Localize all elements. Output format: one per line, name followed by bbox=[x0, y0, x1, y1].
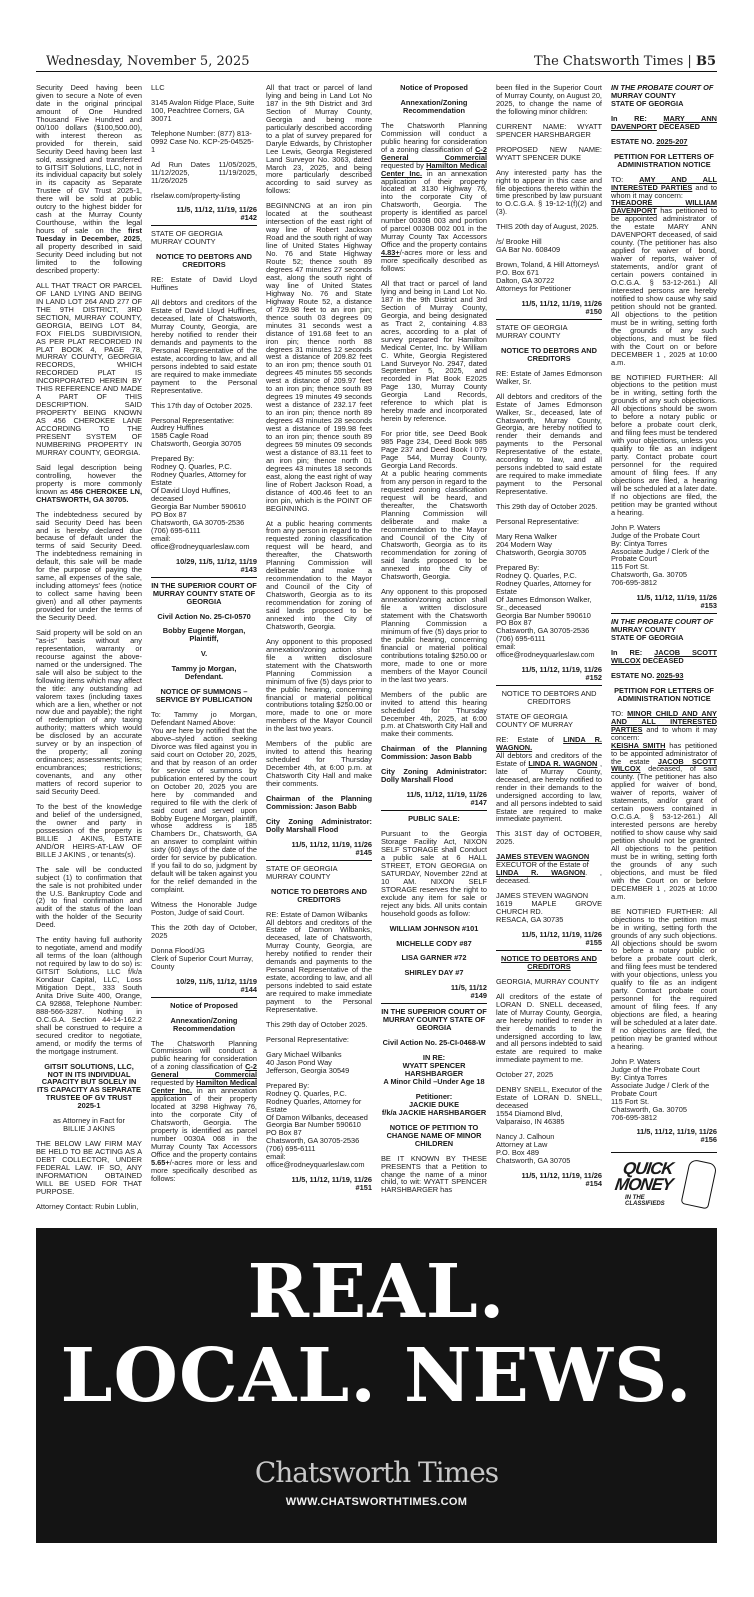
notice-run-dates: 11/5, 11/12 #149 bbox=[450, 983, 487, 1001]
notice-paragraph bbox=[611, 176, 717, 367]
notice-paragraph: All debtors and creditors of the Estate of David Lloyd Huffines, deceased, late of Chatsworth, Murray County, Georgia, are hereby notified to render their demands and payments to the Personal Representative of the estate, according to law, and all persons indebted to said estate are required to make immediate payment to the Personal Representative. bbox=[151, 298, 257, 395]
notice-paragraph: STATE OF GEORGIA MURRAY COUNTY bbox=[151, 229, 223, 247]
notice-run-dates: 10/29, 11/5, 11/12, 11/19 #143 bbox=[176, 556, 257, 574]
column-2 bbox=[151, 84, 257, 1214]
notice-paragraph: 3145 Avalon Ridge Place, Suite 100, Peachtree Corners, GA 30071 bbox=[151, 97, 255, 123]
notice-heading: NOTICE TO DEBTORS AND CREDITORS bbox=[501, 345, 597, 363]
paper-name: The Chatsworth Times | bbox=[534, 54, 692, 69]
notice-paragraph: All that tract or parcel of land lying and being in Land Lot No. 187 in the 9th District and 3rd Section of Murray County, Georgia, and being designated as Tract 2, containing 4.83 acres, according to a plat of survey prepared for Hamilton Medical Center, Inc. by William C. White, Georgia Registered Land Surveyor No. 2947, dated September 5, 2025, and recorded in Plat Book E2025 Page 130, Murray County Georgia Land Records, reference to which plat is hereby made and incorporated herein by reference. bbox=[381, 278, 487, 424]
column-1 bbox=[36, 84, 142, 1214]
notice-paragraph bbox=[611, 649, 717, 665]
notice-paragraph bbox=[151, 1040, 257, 1183]
notice-run-dates: 11/5, 11/12, 11/19, 11/26 #150 bbox=[521, 299, 602, 316]
notice-paragraph: Chairman of the Planning Commission: Jason Babb bbox=[266, 794, 372, 811]
text-run: first Tuesday in December, 2025 bbox=[36, 226, 142, 244]
notice-run-dates: 11/5, 11/12, 11/19, 11/26 #142 bbox=[176, 205, 257, 223]
text-run: 4.83+ bbox=[381, 248, 400, 258]
notice-paragraph: Personal Representative: bbox=[266, 1034, 349, 1044]
notice-paragraph: BE NOTIFIED FURTHER: All objections to the petition must be in writing, setting forth the grounds of any such objections. All objections should be sworn to before a notary public or before a probate court clerk, and filing fees must be tendered with your objections, unless you qualify to file as an indigent party. Contact probate court personnel for the required amount of filing fees. If any objections are filed, a hearing will be scheduled at a later date. If no objections are filed, the petition may be granted without a hearing. bbox=[611, 372, 717, 517]
text-run: TO: bbox=[611, 174, 640, 184]
notice-paragraph: RE: Estate of Damon Wilbanks All debtors and creditors of the Estate of Damon Wilbanks, deceased, late of Chatsworth, Murray County, Georgia, are hereby notified to render their demands and payments to the Personal Representative of the estate, according to law, and all persons indebted to said estate are required to make immediate payment to the Personal Representative. bbox=[266, 909, 372, 1014]
column-6 bbox=[611, 84, 717, 1214]
notice-heading: NOTICE TO DEBTORS AND CREDITORS bbox=[501, 953, 597, 971]
notice-run-dates: 11/5, 11/12, 11/19, 11/26 #152 bbox=[521, 665, 602, 683]
notice-heading: Civil Action No. 25-CI-0570 bbox=[157, 611, 251, 621]
notice-heading: Tammy jo Morgan, Defendant. bbox=[171, 664, 237, 682]
notice-paragraph: This 29th day of October 2025. bbox=[496, 502, 598, 512]
notice-run-dates: 11/5, 11/12, 11/19, 11/26 #156 bbox=[636, 1127, 717, 1145]
ad-url: WWW.CHATSWORTHTIMES.COM bbox=[285, 1496, 468, 1508]
notice-paragraph: CURRENT NAME: WYATT SPENCER HARSHBARGER bbox=[496, 121, 602, 139]
ad-headline-1: REAL. bbox=[247, 1249, 506, 1335]
notice-paragraph: THE BELOW LAW FIRM MAY BE HELD TO BE ACTING AS A DEBT COLLECTOR, UNDER FEDERAL LAW. IF SO, ANY INFORMATION OBTAINED WILL BE USED FOR THAT PURPOSE. bbox=[36, 1139, 142, 1196]
notice-paragraph: Personal Representative: bbox=[496, 516, 579, 526]
page-number: B5 bbox=[695, 54, 716, 69]
notice-paragraph: Telephone Number: (877) 813-0992 Case No. KCP-25-04525-1 bbox=[151, 128, 254, 154]
notice-paragraph: The entity having full authority to negotiate, amend and modify all terms of the loan (although not required by law to do so) is: GITSIT Solutions, LLC f/k/a Kondaur Capital, LLC, Loss Mitigation Dept., 333 South Anita Drive Suite 400, Orange, CA 92868, Telephone Number: 888-566-3287. Nothing in O.C.G.A. Section 44-14-162.2 shall be construed to require a secured creditor to negotiate, amend, or modify the terms of the mortgage instrument. bbox=[36, 935, 142, 1056]
notice-paragraph bbox=[611, 138, 717, 146]
notice-paragraph: Pursuant to the Georgia Storage Facility Act, NIXON SELF STORAGE shall Conduct a public sale at 6 HALL STREET, ETON GEORGIA on SATURDAY, November 22nd at 10 AM. NIXON SELF STORAGE reserves the right to exclude any item for sale or reject any bids. All units contain household goods as follow: bbox=[381, 829, 487, 918]
notice-heading: Annexation/Zoning Recommendation bbox=[400, 97, 468, 115]
notice-run-dates: 11/5, 11/12, 11/19, 11/26 #155 bbox=[521, 929, 602, 947]
notice-heading: NOTICE OF PETITION TO CHANGE NAME OF MINOR CHILDREN bbox=[386, 1122, 482, 1148]
notice-paragraph bbox=[611, 84, 717, 108]
text-run: JACOB SCOTT WILCOX bbox=[611, 756, 717, 774]
notice-paragraph: Any interested party has the right to appear in this case and file objections thereto within the time prescribed by law pursuant to O.C.G.A. § 19-12-1(f)(2) and (3). bbox=[496, 167, 602, 217]
notice-heading: WILLIAM JOHNSON #101 bbox=[389, 923, 479, 933]
notice-paragraph: RE: Estate of James Edmonson Walker, Sr. bbox=[496, 368, 602, 386]
notice-heading: PETITION FOR LETTERS OF ADMINISTRATION NOTICE bbox=[614, 151, 714, 169]
text-run: , all property described in said Security Deed including but not limited to the following described property: bbox=[36, 234, 142, 275]
notice-run-dates: 11/5, 11/12, 11/19, 11/26 #153 bbox=[636, 593, 717, 611]
text-run: 5.65+ bbox=[151, 1157, 170, 1167]
text-run: DECEASED bbox=[640, 656, 684, 665]
notice-heading: IN THE SUPERIOR COURT OF MURRAY COUNTY STATE OF GEORGIA bbox=[381, 1007, 487, 1033]
ad-headline-2: LOCAL. NEWS. bbox=[60, 1333, 693, 1419]
text-run: C-2 General Commercial bbox=[151, 1062, 257, 1080]
text-run: In RE: bbox=[611, 113, 664, 123]
notice-paragraph: For prior title, see Deed Book 985 Page 234, Deed Book 985 Page 237 and Deed Book I 079 Page 544, Murray County, Georgia Land Records. At a public hearing comments from any person in regard to the requested zoning classification request will be heard, and thereafter, the Chatsworth Planning Commission will deliberate and make a recommendation to the Mayor and Council of the City of Chatsworth, Georgia as to its recommendation for zoning of said lands proposed to be annexed into the City of Chatsworth, Georgia. bbox=[381, 429, 487, 582]
notice-paragraph: All debtors and creditors of the Estate of James Edmonson Walker, Sr., deceased, late of Chatsworth, Murray County, Georgia, are hereby notified to render their demands and payments to the Personal Representative of the estate, according to law, and all persons indebted to said estate are required to make immediate payment to the Personal Representative. bbox=[496, 391, 602, 497]
notice-paragraph: Prepared By: Rodney Q. Quarles, P.C. Rodney Quarles, Attorney for Estate Of James Edmonson Walker, Sr., deceased Georgia Bar Number 590610 PO Box 87 Chatsworth, GA 30705-2536 (706) 695-6111 email: office@rodneyquarleslaw.com bbox=[496, 562, 595, 660]
quick-money-line3: IN THE CLASSIFIEDS bbox=[625, 1195, 665, 1207]
notice-heading: LISA GARNER #72 bbox=[401, 953, 467, 963]
text-run: deceased, of said county. (The petitioner has also applied for waiver of bond, waiver of reports, waiver of statements, and/or grant of certain powers contained in O.C.G.A. § 53-12-261.) All interested persons are hereby notified to show cause why said petition should not be granted. All objections to the petition must be in writing, setting forth the grounds of any such objections, and must be filed with the Court on or before DECEMBER 1 , 2025 at 10:00 a.m. bbox=[611, 764, 717, 901]
notice-heading: as Attorney in Fact for BILLIE J AKINS bbox=[53, 1116, 125, 1134]
header-divider bbox=[36, 71, 717, 72]
notice-paragraph: This the 20th day of October, 2025 bbox=[151, 922, 257, 940]
paper-name-page bbox=[534, 54, 716, 69]
running-dollar-icon bbox=[681, 1159, 717, 1210]
text-run: RE: Estate of bbox=[496, 734, 564, 744]
notice-heading: Civil Action No. 25-CI-0468-W bbox=[382, 1038, 486, 1048]
notice-heading: IN THE SUPERIOR COURT OF MURRAY COUNTY STATE OF GEORGIA bbox=[151, 580, 257, 606]
notice-heading: V. bbox=[200, 649, 208, 659]
notice-paragraph: Brown, Toland, & Hill Attorneys\ P.O. Box 671 Dalton, GA 30722 Attorneys for Petitioner bbox=[496, 260, 599, 294]
notice-run-dates: 11/5, 11/12, 11/19, 11/26 #151 bbox=[291, 1175, 372, 1193]
notice-paragraph: Ad Run Dates 11/05/2025, 11/12/2025, 11/19/2025, 11/26/2025 bbox=[151, 159, 257, 185]
text-run: has petitioned to be appointed administrator of the estate MARY ANN DAVENPORT deceased, of said county. (The petitioner has also applied for waiver of bond, waiver of reports, waiver of statements, and/or grant of certain powers contained in O.C.G.A. § 53-12-261.) All interested persons are hereby notified to show cause why said petition should not be granted. All objections to the petition must be in writing, setting forth the grounds of any such objections, and must be filed with the Court on or before DECEMBER 1 , 2025 at 10:00 a.m. bbox=[611, 206, 717, 367]
text-run: IN THE PROBATE COURT OF bbox=[611, 617, 714, 627]
notice-divider bbox=[496, 950, 602, 951]
notice-heading: NOTICE TO DEBTORS AND CREDITORS bbox=[501, 689, 597, 707]
notice-heading: NOTICE TO DEBTORS AND CREDITORS bbox=[156, 252, 252, 270]
notice-paragraph: Members of the public are invited to attend this hearing scheduled for Thursday December 4th, 2025, at 6:00 p.m. at Chatsworth City Hall and make their comments. bbox=[381, 689, 487, 739]
notice-heading: SHIRLEY DAY #7 bbox=[404, 968, 464, 978]
notice-divider bbox=[151, 225, 257, 226]
notice-paragraph: To: Tammy jo Morgan, Defendant Named Above: You are here by notified that the above–styled action seeking Divorce was filed against you in said court on October 20, 2025, and that by reason of an order for service of summons by publication entered by the court on October 20, 2025 you are here by commanded and required to file with the clerk of said court and served upon Bobby Eugene Morgan, plaintiff, whose address is 185 Chambers Dr., Chatsworth, GA an answer to complaint within sixty (60) days of the date of the order for service by publication. If you fail to do so, judgment by default will be taken against you for the relief demanded in the complaint. bbox=[151, 710, 257, 895]
notice-paragraph: STATE OF GEORGIA COUNTY OF MURRAY bbox=[496, 712, 573, 729]
notice-heading: NOTICE OF SUMMONS – SERVICE BY PUBLICATION bbox=[155, 687, 253, 705]
notice-divider bbox=[381, 1003, 487, 1004]
notice-heading: Notice of Proposed bbox=[400, 84, 468, 92]
text-run: KEISHA SMITH bbox=[611, 740, 666, 750]
text-run: in an annexation application of their property located at 3130 Highway 76, into the corporate City of Chatsworth, Georgia. The property is identified as parcel number 0030B 003 and portion of parcel 0030B 002 001 in the Murray County Tax Accessors Office and the property contains bbox=[381, 168, 487, 250]
notice-paragraph: STATE OF GEORGIA MURRAY COUNTY bbox=[496, 322, 568, 340]
issue-date: Wednesday, November 5, 2025 bbox=[46, 54, 250, 69]
notice-heading: MICHELLE CODY #87 bbox=[396, 938, 472, 948]
notice-divider bbox=[151, 577, 257, 578]
notice-heading: NOTICE TO DEBTORS AND CREDITORS bbox=[271, 886, 367, 904]
notice-paragraph: Any opponent to this proposed annexation/zoning action shall file a written disclosure statement with the Chatsworth Planning Commission a minimum of five (5) days prior to the public hearing, concerning financial or material political contributions totaling $250.00 or more, made to one or more members of the Mayor Council in the last two years. bbox=[266, 636, 372, 734]
notice-paragraph: Gary Michael Wilbanks 40 Jason Pond Way Jefferson, Georgia 30549 bbox=[266, 1049, 350, 1075]
notice-run-dates: 10/29, 11/5, 11/12, 11/19 #144 bbox=[176, 976, 257, 994]
notice-paragraph bbox=[496, 853, 602, 885]
ad-brand-logo: Chatsworth Times bbox=[254, 1456, 499, 1489]
text-run: DECEASED bbox=[656, 121, 700, 131]
text-run: JAMES STEVEN WAGNON bbox=[496, 852, 590, 862]
text-run: /-acres more or less and more specifically described as follows: bbox=[381, 248, 487, 274]
text-run: AMY AND ALL INTERESTED PARTIES bbox=[611, 174, 717, 192]
notice-paragraph: /s/ Brooke Hill GA Bar No. 608409 bbox=[496, 237, 561, 255]
notice-paragraph: Prepared By: Rodney Q. Quarles, P.C. Rodney Quarles, Attorney for Estate Of David Lloyd Huffines, deceased Georgia Bar Number 590610 PO Box 87 Chatsworth, GA 30705-2536 (706) 695-6111 email: office@rodneyquarleslaw.com bbox=[151, 454, 250, 551]
text-run: MURRAY COUNTY STATE OF GEORGIA bbox=[611, 625, 684, 643]
notice-heading: Annexation/Zoning Recommendation bbox=[170, 1015, 238, 1033]
notice-paragraph: Donna Flood/JG Clerk of Superior Court Murray, County bbox=[151, 945, 254, 971]
notice-heading: Notice of Proposed bbox=[170, 1000, 238, 1010]
notice-paragraph bbox=[611, 618, 717, 642]
notice-paragraph: JAMES STEVEN WAGNON 1619 MAPLE GROVE CHURCH RD. RESACA, GA 30735 bbox=[496, 891, 602, 925]
notice-divider bbox=[496, 319, 602, 320]
notice-heading: PETITION FOR LETTERS OF ADMINISTRATION NOTICE bbox=[614, 685, 714, 703]
text-run: LINDA R. WAGNON. bbox=[496, 734, 602, 752]
text-run: All debtors and creditors of the Estate of bbox=[496, 750, 602, 768]
text-run: Said legal description being controlling, however the property is more commonly known as bbox=[36, 462, 142, 496]
notice-divider bbox=[496, 685, 602, 686]
notice-paragraph: John P. Waters Judge of the Probate Court By: Cintya Torres Associate Judge / Clerk of the Probate Court 115 Fort St. Chatsworth, Ga. 30705 706-695-3812 bbox=[611, 1056, 710, 1122]
notice-run-dates: 11/5, 11/12, 11/19, 11/26 #145 bbox=[291, 839, 372, 857]
text-run: 2025-93 bbox=[656, 670, 684, 680]
text-run: LINDA R. WAGNON bbox=[496, 868, 586, 878]
notice-paragraph: Mary Rena Walker 204 Modern Way Chatsworth, Georgia 30705 bbox=[496, 531, 587, 557]
text-run: Hamilton Medical Center Inc. bbox=[151, 1078, 257, 1096]
text-run: has petitioned to be appointed administrator of the estate bbox=[611, 740, 717, 766]
notice-paragraph: Chairman of the Planning Commission: Jason Babb bbox=[381, 744, 487, 762]
notice-paragraph: been filed in the Superior Court of Murray County, on August 20, 2025, to change the name of the following minor children: bbox=[496, 84, 602, 116]
notice-paragraph: All creditors of the estate of LORAN D. SNELL deceased, late of Murray County, Georgia, are hereby notified to render in their demands to the undersigned according to law, and all persons indebted to said estate are required to make immediate payment to me. bbox=[496, 991, 602, 1065]
notice-paragraph: All that tract or parcel of land lying and being in Land Lot No 187 in the 9th District and 3rd Section of Murray County, Georgia and being more particularly described according to a plat of survey prepared for Daryle Edwards, by Christopher Lee Lewis, Georgia Registered Land Surveyor No. 3063, dated March 23, 2025, and being more particularly described according to said survey as follows: bbox=[266, 84, 372, 196]
notice-paragraph: BEGINNCNG at an iron pin located at the southeast intersection of the east right of way line of Robert Jackson Road and the south right of way line of United States Highway No. 76 and State Highway Route 52; thence south 89 degrees 47 minutes 27 seconds east, along the south right of way line of United States Highway No. 76 and State Highway Route 52, a distance of 729.98 feet to an iron pin; thence south 03 degrees 09 minutes 31 seconds west a distance of 191.68 feet to an iron pin; thence north 88 degrees 31 minutes 12 seconds west a distance of 209.82 feet to an iron pm; thence south 01 degrees 45 minutes 55 seconds west a distance of 209.97 feet to an iron pin; thence south 89 degrees 19 minutes 49 seconds west a distance of 232.17 feet to an iron pin; thence north 89 degrees 43 minutes 28 seconds west a distance of 199.98 feet to an iron pin; thence south 89 degrees 59 minutes 09 seconds west a distance of 83.11 feet to an iron pin; thence north 01 degrees 43 minutes 18 seconds east, along the east right of way line of Robert Jackson Road, a distance of 400.46 feet to an iron pin, which is the POINT OF BEGINNING. bbox=[266, 201, 372, 513]
notice-heading: PUBLIC SALE: bbox=[408, 814, 460, 824]
quick-money-line2: MONEY bbox=[613, 1175, 674, 1194]
notice-paragraph: DENBY SNELL, Executor of the Estate of LORAN D. SNELL, deceased 1554 Diamond Blvd, Valparaiso, IN 46385 bbox=[496, 1085, 602, 1127]
notice-paragraph: Said property will be sold on an "as-is" basis without any representation, warranty or recourse against the above-named or the undersigned. The sale will also be subject to the following items which may affect the title: any outstanding ad valorem taxes (including taxes which are a lien, whether or not now due and payable); the right of redemption of any taxing authority; matters which would be disclosed by an accurate survey or by an inspection of the property; all zoning ordinances; assessments; liens; encumbrances; restrictions; covenants, and any other matters of record superior to said Security Deed. bbox=[36, 627, 142, 797]
notice-paragraph: BE IT KNOWN BY THESE PRESENTS that a Petition to change the name of a minor child, to wit: WYATT SPENCER HARSHBARGER has bbox=[381, 1153, 487, 1195]
notice-paragraph bbox=[611, 115, 717, 131]
column-5 bbox=[496, 84, 602, 1214]
text-run: requested by bbox=[151, 1078, 197, 1088]
notice-paragraph: The indebtedness secured by said Security Deed has been and is hereby declared due because of default under the terms of said Security Deed. The indebtedness remaining in default, this sale will be made for the purpose of paying the same, all expenses of the sale, including attorneys' fees (notice to collect same having been given) and all other payments provided for under the terms of the Security Deed. bbox=[36, 509, 142, 622]
quick-money-ad bbox=[611, 1152, 717, 1213]
notice-divider bbox=[381, 810, 487, 811]
text-run: MARY ANN DAVENPORT bbox=[611, 113, 717, 131]
text-run: The Chatsworth Planning Commission will conduct a public hearing for consideration of a zoning classification of bbox=[151, 1038, 257, 1072]
notice-paragraph: This 31ST day of OCTOBER, 2025. bbox=[496, 829, 602, 847]
notice-paragraph: City Zoning Administrator: Dolly Marshall Flood bbox=[381, 767, 487, 785]
text-run: In RE: bbox=[611, 648, 655, 658]
text-run: , late of Murray County, deceased, are hereby notified to render in their demands to the undersigned according to law, and all persons indebted to said Estate are required to make immediate payment. bbox=[496, 758, 602, 824]
notice-paragraph: October 27, 2025 bbox=[496, 1070, 554, 1080]
notice-heading: Petitioner: JACKIE DUKE f/k/a JACKIE HARSHBARGER bbox=[381, 1091, 487, 1117]
column-3 bbox=[266, 84, 372, 1214]
notice-paragraph bbox=[381, 122, 487, 273]
text-run: The Chatsworth Planning Commission will conduct a public hearing for consideration of a zoning classification of bbox=[381, 120, 487, 154]
notice-paragraph: This 29th day of October 2025. bbox=[266, 1019, 368, 1029]
notice-paragraph: The sale will be conducted subject (1) to confirmation that the sale is not prohibited under the U.S. Bankruptcy Code and (2) to final confirmation and audit of the status of the loan with the holder of the Security Deed. bbox=[36, 864, 142, 930]
text-run: in an annexation application of their property located at 3298 Highway 76, into the corporate City of Chatsworth, Georgia. The property is identified as parcel number 0030A 068 in the Murray County Tax Accessors Office and the property contains bbox=[151, 1086, 257, 1159]
notice-heading: IN RE: WYATT SPENCER HARSHBARGER A Minor Child –Under Age 18 bbox=[383, 1053, 485, 1086]
notice-paragraph bbox=[611, 710, 717, 901]
notice-paragraph: ALL THAT TRACT OR PARCEL OF LAND LYING AND BEING IN LAND LOT 264 AND 277 OF THE 9TH DISTRICT, 3RD SECTION, MURRAY COUNTY, GEORGIA, BEING LOT 84, FOX FIELDS SUBDIVISION, AS PER PLAT RECORDED IN PLAT BOOK 4, PAGE 78, MURRAY COUNTY, GEORGIA RECORDS, WHICH RECORDED PLAT IS INCORPORATED HEREIN BY THIS REFERENCE AND MADE A PART OF THIS DESCRIPTION. SAID PROPERTY BEING KNOWN AS 456 CHEROKEE LANE ACCORDING TO THE PRESENT SYSTEM OF NUMBERING PROPERTY IN MURRAY COUNTY, GEORGIA. bbox=[36, 280, 142, 457]
text-run: ESTATE NO. bbox=[611, 670, 657, 680]
text-run: /-acres more or less and more specifically described as follows: bbox=[151, 1157, 257, 1183]
text-run: Security Deed having been given to secure a Note of even date in the original principal amount of One Hundred Thousand Five Hundred and 00/100 dollars ($100,500.00), with interest thereon as provided for therein, said Security Deed having been last sold, assigned and transferred to GITSIT Solutions, LLC, not in its individual capacity but solely in its capacity as Separate Trustee of GV Trust 2025-1, there will be sold at public outcry to the highest bidder for cash at the Murray County Courthouse, within the legal hours of sale on the bbox=[36, 84, 142, 236]
text-run: THEADORE WILLIAM DAVENPORT bbox=[611, 198, 717, 216]
notice-paragraph: BE NOTIFIED FURTHER: All objections to the petition must be in writing, setting forth the grounds of any such objections. All objections should be sworn to before a notary public or before a probate court clerk, and filing fees must be tendered with your objections, unless you qualify to file as an indigent party. Contact probate court personnel for the required amount of filing fees. If any objections are filed, a hearing will be scheduled at a later date. If no objections are filed, the petition may be granted without a hearing. bbox=[611, 906, 717, 1051]
notice-paragraph: STATE OF GEORGIA MURRAY COUNTY bbox=[266, 863, 338, 881]
text-run: EXECUTOR of the Estate of bbox=[496, 860, 589, 870]
text-run: IN THE PROBATE COURT OF bbox=[611, 84, 714, 92]
text-run: 2025-207 bbox=[656, 136, 688, 146]
quick-money-line1: QUICK bbox=[621, 1159, 675, 1178]
text-run: TO: bbox=[611, 708, 628, 718]
notice-paragraph: Members of the public are invited to attend this hearing scheduled for Thursday December 4th, at 6:00 p.m. at Chatsworth City Hall and make their comments. bbox=[266, 739, 372, 789]
notice-paragraph: Attorney Contact: Rubin Lublin, bbox=[36, 1201, 139, 1211]
notice-divider bbox=[611, 613, 717, 614]
notice-paragraph: LLC bbox=[151, 84, 165, 92]
text-run: MINOR CHILD AND ANY AND ALL INTERESTED PARTIES bbox=[611, 708, 717, 734]
text-run: . , deceased. bbox=[496, 868, 602, 886]
column-4 bbox=[381, 84, 487, 1214]
notice-paragraph: John P. Waters Judge of the Probate Court By: Cintya Torres Associate Judge / Clerk of the Probate Court 115 Fort St. Chatsworth, Ga. 30705 706-695-3812 bbox=[611, 522, 710, 588]
text-run: requested by bbox=[381, 160, 427, 170]
notice-paragraph: THIS 20th day of August, 2025. bbox=[496, 222, 599, 232]
notice-paragraph: At a public hearing comments from any person in regard to the requested zoning classification request will be heard, and thereafter, the Chatsworth Planning Commission will deliberate and make a recommendation to the Mayor and Council of the City of Chatsworth, Georgia as to its recommendation for zoning of said lands proposed to be annexed into the City of Chatsworth, Georgia. bbox=[266, 518, 372, 631]
notice-run-dates: 11/5, 11/12, 11/19, 11/26 #154 bbox=[521, 1170, 602, 1188]
notice-paragraph bbox=[496, 736, 602, 823]
real-local-news-ad bbox=[36, 1228, 717, 1543]
notice-heading: Bobby Eugene Morgan, Plaintiff, bbox=[162, 626, 246, 644]
notice-heading: GITSIT SOLUTIONS, LLC, NOT IN ITS INDIVIDUAL CAPACITY BUT SOLELY IN ITS CAPACITY AS SEPARATE TRUSTEE OF GV TRUST 2025-1 bbox=[37, 1061, 141, 1111]
notice-paragraph: Personal Representative: Audrey Huffines 1585 Cagle Road Chatsworth, Georgia 30705 bbox=[151, 415, 242, 449]
text-run: C-2 General Commercial bbox=[381, 144, 487, 162]
notice-paragraph: rlselaw.com/property-listing bbox=[151, 190, 241, 200]
notice-paragraph: RE: Estate of David Lloyd Huffines bbox=[151, 275, 257, 293]
text-run: LINDA R. WAGNON bbox=[528, 758, 598, 768]
notice-paragraph: Witness the Honorable Judge Poston, Judge of said Court. bbox=[151, 900, 257, 918]
text-run: and to whom it may concern: bbox=[611, 724, 717, 742]
notice-paragraph: To the best of the knowledge and belief of the undersigned, the owner and party in possession of the property is BILLIE J AKINS, ESTATE AND/OR HEIRS-AT-LAW OF BILLE J AKINS , or tenants(s). bbox=[36, 801, 142, 859]
text-run: 456 CHEROKEE LN, CHATSWORTH, GA 30705. bbox=[36, 486, 142, 504]
text-run: ESTATE NO. bbox=[611, 136, 657, 146]
notice-paragraph: This 17th day of October 2025. bbox=[151, 400, 253, 410]
notice-paragraph bbox=[36, 84, 142, 275]
notice-paragraph: GEORGIA, MURRAY COUNTY bbox=[496, 976, 600, 986]
notice-divider bbox=[266, 860, 372, 861]
notice-paragraph: Prepared By: Rodney Q. Quarles, P.C. Rodney Quarles, Attorney for Estate Of Damon Wilbanks, deceased Georgia Bar Number 590610 PO Box 87 Chatsworth, GA 30705-2536 (706) 695-6111 email: office@rodneyquarleslaw.com bbox=[266, 1080, 368, 1170]
text-run: JACOB SCOTT WILCOX bbox=[611, 648, 717, 665]
notice-paragraph: Any opponent to this proposed annexation/zoning action shall file a written disclosure statement with the Chatsworth Planning Commission a minimum of five (5) days prior to the public hearing, concerning financial or material political contributions totaling $250.00 or more, made to one or more members of the Mayor Council in the last two years. bbox=[381, 587, 487, 684]
text-run: and to whom it may concern: bbox=[611, 182, 717, 200]
notice-paragraph bbox=[611, 672, 717, 680]
notice-paragraph bbox=[36, 464, 142, 504]
text-run: Hamilton Medical Center Inc. bbox=[381, 160, 487, 178]
notice-divider bbox=[151, 997, 257, 998]
notice-paragraph: City Zoning Administrator: Dolly Marshall Flood bbox=[266, 816, 372, 834]
notice-run-dates: 11/5, 11/12, 11/19, 11/26 #147 bbox=[406, 790, 487, 808]
notice-paragraph: PROPOSED NEW NAME: WYATT SPENCER DUKE bbox=[496, 144, 602, 162]
text-run: MURRAY COUNTY STATE OF GEORGIA bbox=[611, 90, 684, 108]
notice-paragraph: Nancy J. Calhoun Attorney at Law P.O. Box 489 Chatsworth, GA 30705 bbox=[496, 1132, 571, 1165]
